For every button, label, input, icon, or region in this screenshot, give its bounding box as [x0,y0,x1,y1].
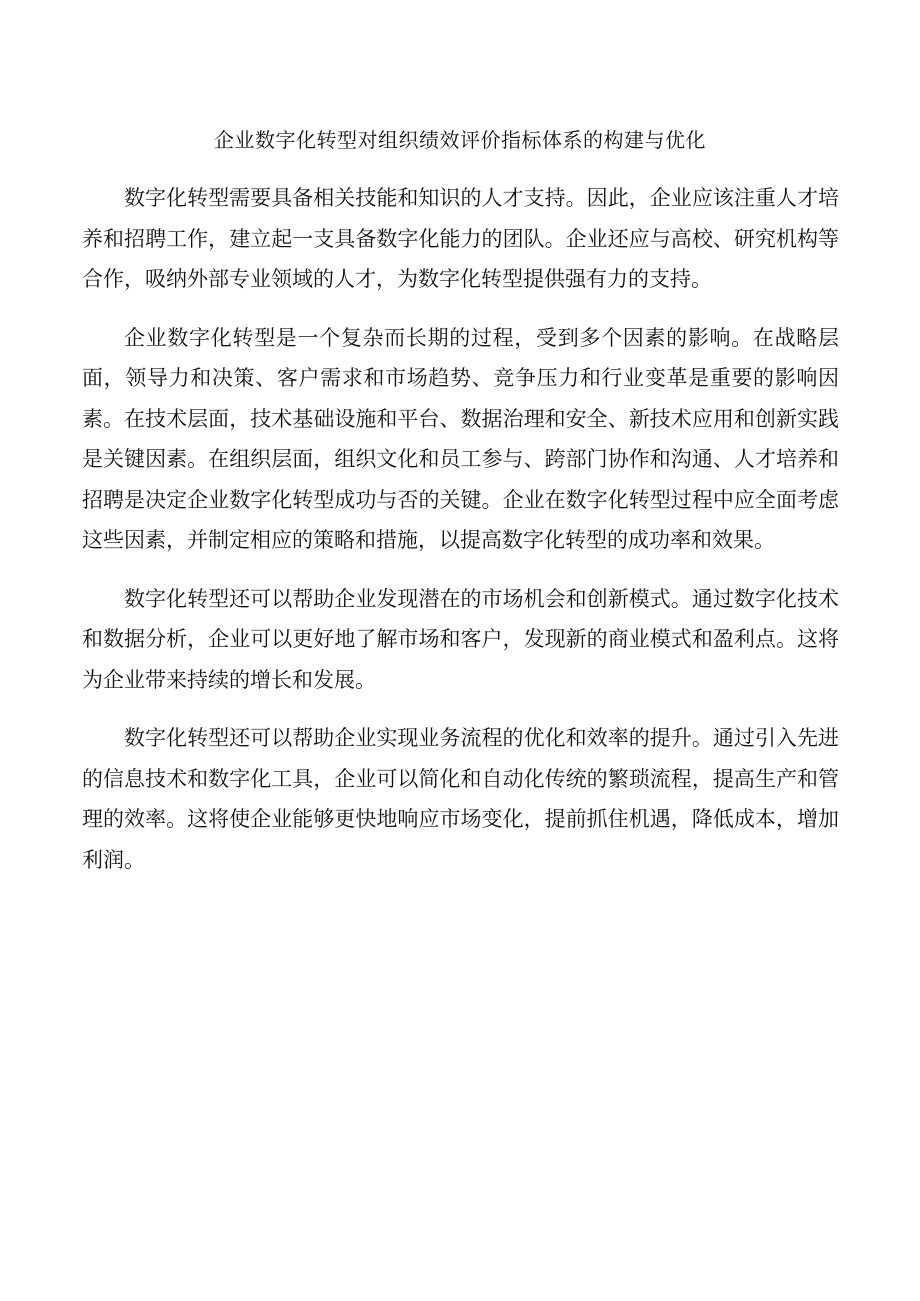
paragraph: 数字化转型还可以帮助企业发现潜在的市场机会和创新模式。通过数字化技术和数据分析，企业可以更好地了解市场和客户，发现新的商业模式和盈利点。这将为企业带来持续的增长和发展。 [82,586,839,692]
document-title: 企业数字化转型对组织绩效评价指标体系的构建与优化 [214,128,706,152]
document-body [82,178,839,898]
paragraph: 数字化转型还可以帮助企业实现业务流程的优化和效率的提升。通过引入先进的信息技术和数字化工具，企业可以简化和自动化传统的繁琐流程，提高生产和管理的效率。这将使企业能够更快地响应市场变化，提前抓住机遇，降低成本，增加利润。 [82,726,839,872]
paragraph: 数字化转型需要具备相关技能和知识的人才支持。因此，企业应该注重人才培养和招聘工作，建立起一支具备数字化能力的团队。企业还应与高校、研究机构等合作，吸纳外部专业领域的人才，为数字化转型提供强有力的支持。 [82,186,839,291]
paragraph: 企业数字化转型是一个复杂而长期的过程，受到多个因素的影响。在战略层面，领导力和决策、客户需求和市场趋势、竞争压力和行业变革是重要的影响因素。在技术层面，技术基础设施和平台、数据治理和安全、新技术应用和创新实践是关键因素。在组织层面，组织文化和员工参与、跨部门协作和沟通、人才培养和招聘是决定企业数字化转型成功与否的关键。企业在数字化转型过程中应全面考虑这些因素，并制定相应的策略和措施，以提高数字化转型的成功率和效果。 [82,325,839,552]
